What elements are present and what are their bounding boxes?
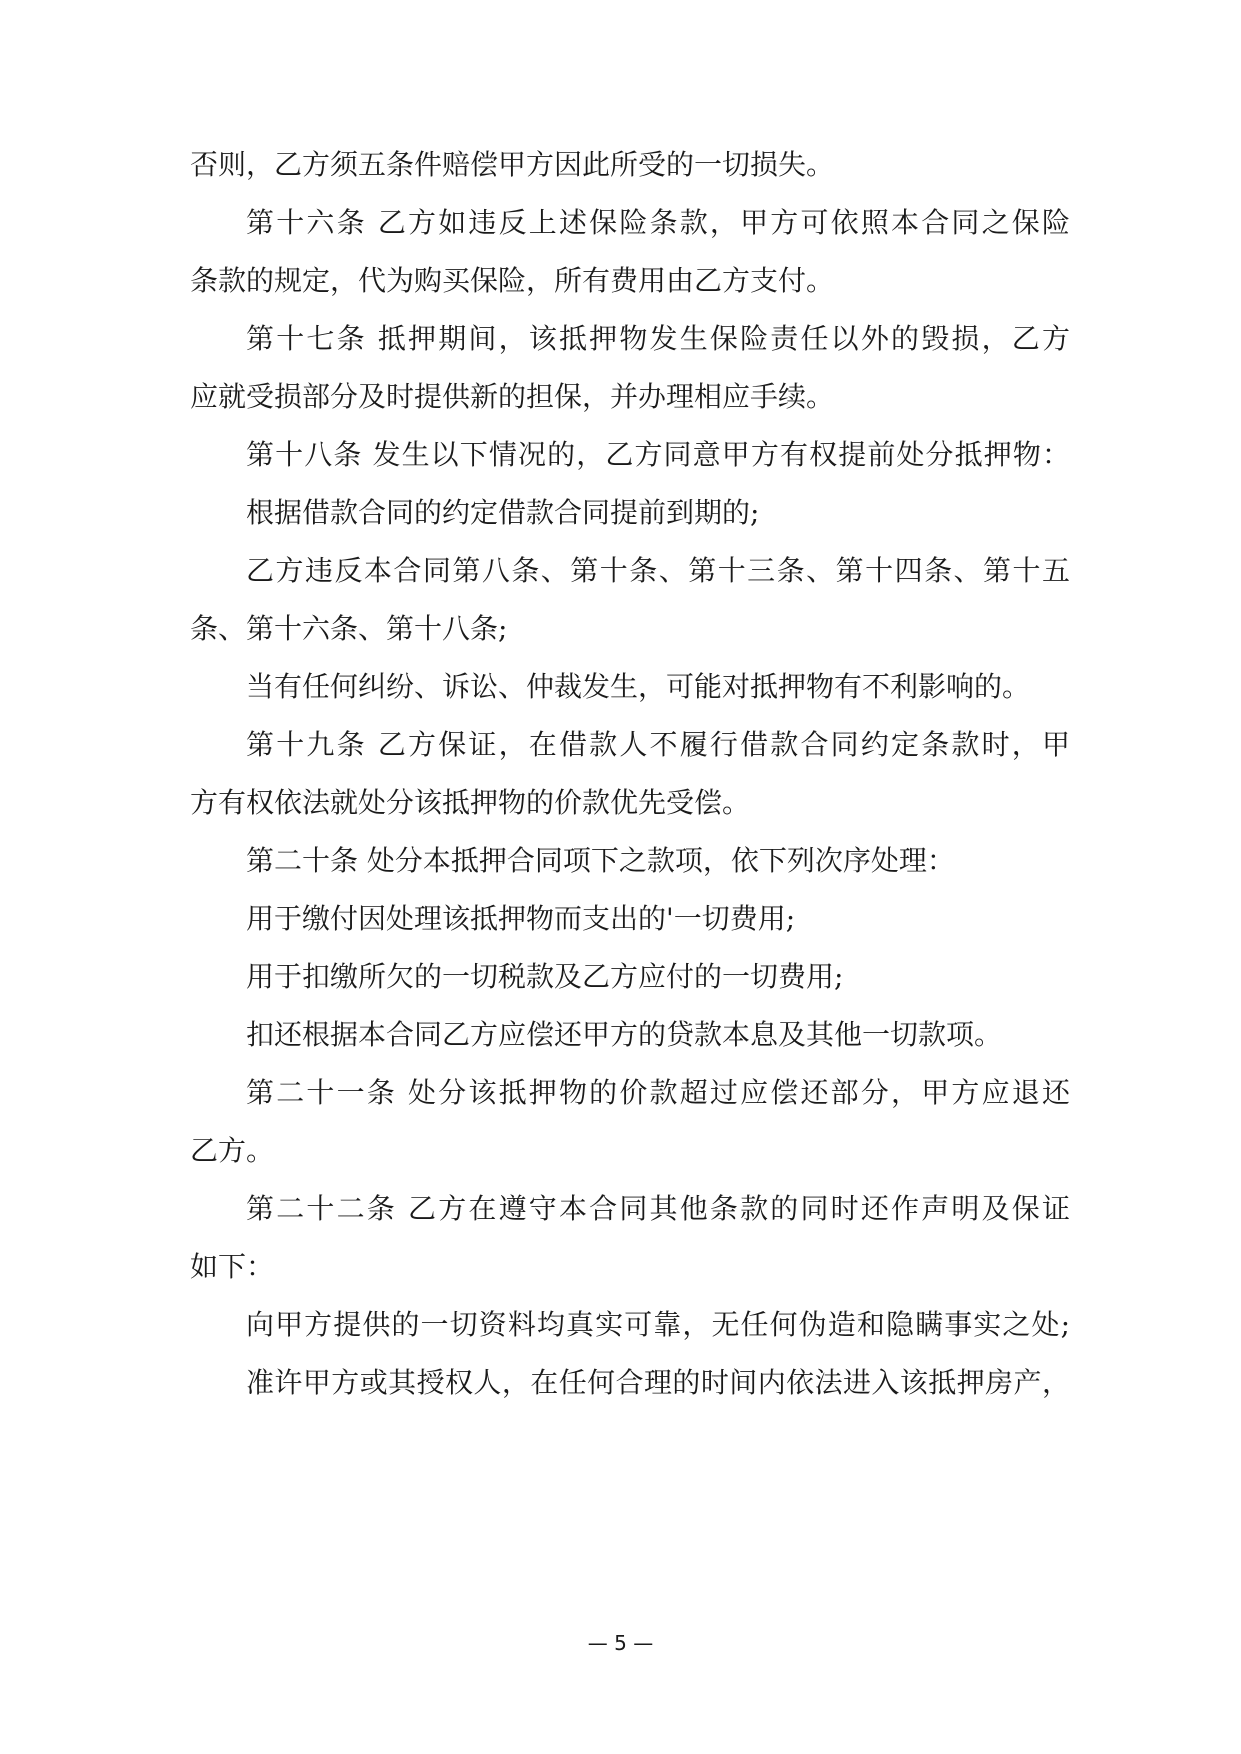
article-21-line-1: 第二十一条 处分该抵押物的价款超过应偿还部分，甲方应退还 bbox=[246, 1076, 1070, 1109]
article-19-line-2: 方有权依法就处分该抵押物的价款优先受偿。 bbox=[190, 786, 751, 819]
article-16-line-1: 第十六条 乙方如违反上述保险条款，甲方可依照本合同之保险 bbox=[246, 206, 1070, 239]
article-18-item-2-line-2: 条、第十六条、第十八条; bbox=[190, 612, 508, 645]
article-18-item-1: 根据借款合同的约定借款合同提前到期的; bbox=[246, 496, 760, 529]
article-18-line-1: 第十八条 发生以下情况的，乙方同意甲方有权提前处分抵押物： bbox=[246, 438, 1070, 471]
article-18-item-3: 当有任何纠纷、诉讼、仲裁发生，可能对抵押物有不利影响的。 bbox=[246, 670, 1031, 703]
article-22-line-2: 如下： bbox=[190, 1250, 275, 1283]
article-19-line-1: 第十九条 乙方保证，在借款人不履行借款合同约定条款时，甲 bbox=[246, 728, 1070, 761]
article-20-item-1: 用于缴付因处理该抵押物而支出的'一切费用; bbox=[246, 902, 796, 935]
paragraph-line: 否则，乙方须五条件赔偿甲方因此所受的一切损失。 bbox=[190, 148, 835, 181]
article-21-line-2: 乙方。 bbox=[190, 1134, 275, 1167]
article-16-line-2: 条款的规定，代为购买保险，所有费用由乙方支付。 bbox=[190, 264, 835, 297]
page-number: — 5 — bbox=[587, 1631, 654, 1655]
article-22-line-1: 第二十二条 乙方在遵守本合同其他条款的同时还作声明及保证 bbox=[246, 1192, 1070, 1225]
article-22-item-1: 向甲方提供的一切资料均真实可靠，无任何伪造和隐瞒事实之处; bbox=[246, 1308, 1070, 1341]
article-18-item-2-line-1: 乙方违反本合同第八条、第十条、第十三条、第十四条、第十五 bbox=[246, 554, 1070, 587]
article-22-item-2: 准许甲方或其授权人，在任何合理的时间内依法进入该抵押房产， bbox=[246, 1366, 1070, 1399]
article-20-line-1: 第二十条 处分本抵押合同项下之款项，依下列次序处理： bbox=[246, 844, 955, 877]
article-17-line-1: 第十七条 抵押期间，该抵押物发生保险责任以外的毁损，乙方 bbox=[246, 322, 1070, 355]
article-20-item-3: 扣还根据本合同乙方应偿还甲方的贷款本息及其他一切款项。 bbox=[246, 1018, 1003, 1051]
article-20-item-2: 用于扣缴所欠的一切税款及乙方应付的一切费用; bbox=[246, 960, 844, 993]
article-17-line-2: 应就受损部分及时提供新的担保，并办理相应手续。 bbox=[190, 380, 835, 413]
